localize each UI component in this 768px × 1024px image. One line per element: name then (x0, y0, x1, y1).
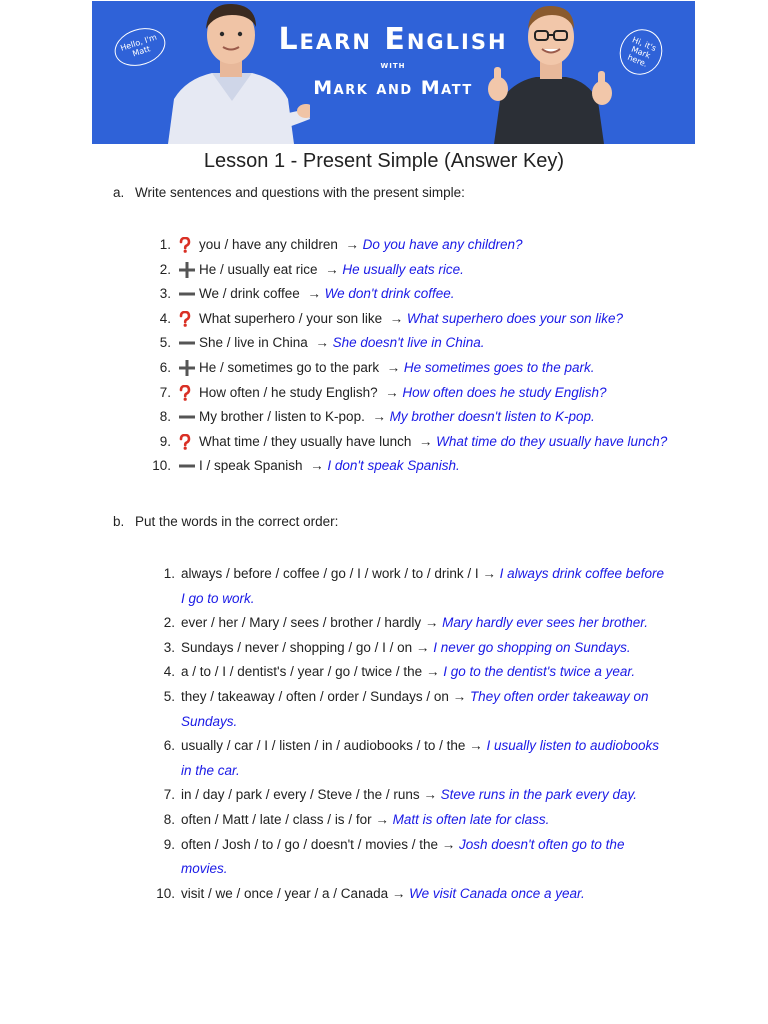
arrow-icon: → (482, 566, 496, 581)
section-a-list (150, 233, 710, 479)
list-item (150, 685, 710, 734)
minus-icon (178, 409, 196, 423)
section-b-letter: b. (113, 514, 125, 529)
item-number: 1. (163, 566, 175, 581)
section-b-list (150, 562, 710, 906)
arrow-icon: → (418, 433, 433, 449)
list-item (150, 808, 710, 833)
list-item (150, 405, 710, 430)
person-right-illustration (480, 1, 620, 144)
item-prompt: always / before / coffee / go / I / work / to / drink / I (181, 566, 479, 581)
item-answer: I usually listen to audiobooks (486, 738, 660, 754)
item-prompt: What superhero / your son like (199, 310, 383, 326)
item-prompt: ever / her / Mary / sees / brother / hardly (181, 615, 422, 631)
question-mark-icon (178, 311, 196, 325)
item-prompt: How often / he study English? (199, 384, 378, 400)
item-prompt: often / Matt / late / class / is / for (181, 811, 372, 827)
item-answer: I always drink coffee before (499, 566, 665, 581)
list-item (150, 454, 710, 479)
item-prompt: He / sometimes go to the park (199, 359, 380, 375)
item-prompt: visit / we / once / year / a / Canada (181, 885, 389, 901)
banner-title: Learn English (278, 22, 508, 57)
item-answer: I never go shopping on Sundays. (433, 639, 631, 655)
item-prompt: We / drink coffee (199, 286, 300, 302)
item-number: 8. (163, 811, 175, 827)
item-answer: I go to the dentist's twice a year. (443, 664, 636, 680)
arrow-icon: → (375, 811, 389, 827)
item-number: 1. (159, 237, 171, 252)
speech-bubble-right-text: Hi, it's Mark here. (626, 34, 658, 69)
item-prompt: they / takeaway / often / order / Sundays / on (181, 688, 449, 704)
item-answer: Matt is often late for class. (392, 811, 550, 827)
arrow-icon: → (441, 836, 456, 852)
minus-icon (178, 335, 196, 349)
list-item (150, 636, 710, 661)
item-number: 9. (163, 836, 175, 852)
item-prompt: usually / car / I / listen / in / audiobooks / to / the (181, 738, 466, 754)
item-prompt: My brother / listen to K-pop. (199, 409, 365, 425)
item-number: 3. (159, 286, 171, 302)
item-answer: We don't drink coffee. (324, 286, 455, 302)
item-answer: Steve runs in the park every day. (440, 787, 638, 803)
item-answer-continued: movies. (181, 861, 228, 877)
item-answer: Do you have any children? (362, 237, 523, 252)
list-item (150, 660, 710, 685)
list-item (150, 783, 710, 808)
item-number: 5. (163, 688, 175, 704)
header-banner (92, 1, 695, 144)
banner-subtitle: Mark and Matt (313, 77, 473, 99)
item-answer: How often does he study English? (402, 384, 607, 400)
item-answer-continued: in the car. (181, 762, 240, 778)
item-prompt: Sundays / never / shopping / go / I / on (181, 639, 413, 655)
lesson-title: Lesson 1 - Present Simple (Answer Key) (203, 150, 565, 172)
item-number: 2. (159, 261, 171, 277)
item-answer: We visit Canada once a year. (409, 885, 585, 901)
item-answer: What superhero does your son like? (406, 310, 623, 326)
minus-icon (178, 286, 196, 300)
item-number: 6. (163, 738, 175, 754)
item-answer: My brother doesn't listen to K-pop. (389, 409, 595, 425)
item-number: 10. (152, 458, 171, 474)
item-prompt: often / Josh / to / go / doesn't / movies / the (181, 836, 438, 852)
list-item (150, 381, 710, 406)
list-item (150, 307, 710, 332)
item-number: 7. (163, 787, 175, 803)
item-number: 6. (159, 359, 171, 375)
list-item (150, 331, 710, 356)
arrow-icon: → (345, 237, 359, 252)
arrow-icon: → (415, 639, 430, 655)
item-number: 4. (163, 664, 175, 680)
item-answer-continued: I go to work. (181, 590, 255, 606)
item-answer: He usually eats rice. (342, 261, 464, 277)
item-number: 2. (163, 615, 175, 631)
arrow-icon: → (310, 458, 324, 474)
item-answer: They often order takeaway on (469, 688, 649, 704)
item-number: 3. (163, 639, 175, 655)
list-item (150, 833, 710, 882)
section-a-heading (113, 185, 465, 200)
item-answer: She doesn't live in China. (332, 335, 485, 351)
item-answer: Mary hardly ever sees her brother. (442, 615, 648, 631)
question-mark-icon (178, 385, 196, 399)
item-number: 8. (159, 409, 171, 425)
arrow-icon: → (307, 286, 321, 302)
item-number: 9. (159, 433, 171, 449)
item-prompt: you / have any children (199, 237, 338, 252)
item-number: 4. (159, 310, 171, 326)
arrow-icon: → (372, 409, 386, 425)
item-answer-continued: Sundays. (181, 713, 238, 729)
plus-icon (178, 360, 196, 374)
list-item (150, 356, 710, 381)
plus-icon (178, 262, 196, 276)
item-prompt: a / to / I / dentist's / year / go / twice / the (181, 664, 423, 680)
item-answer: I don't speak Spanish. (327, 458, 460, 474)
arrow-icon: → (424, 615, 439, 631)
list-item (150, 430, 710, 455)
item-answer: What time do they usually have lunch? (436, 433, 668, 449)
item-number: 10. (156, 885, 175, 901)
item-prompt: What time / they usually have lunch (199, 433, 412, 449)
item-prompt: She / live in China (199, 335, 308, 351)
item-answer: He sometimes goes to the park. (403, 359, 595, 375)
arrow-icon: → (389, 310, 404, 326)
item-answer: Josh doesn't often go to the (459, 836, 625, 852)
item-number: 5. (159, 335, 171, 351)
list-item (150, 734, 710, 783)
list-item (150, 258, 710, 283)
item-prompt: He / usually eat rice (199, 261, 318, 277)
question-mark-icon (178, 434, 196, 448)
list-item (150, 562, 710, 611)
arrow-icon: → (452, 688, 467, 704)
banner-with-label: WITH (380, 62, 406, 70)
list-item (150, 611, 710, 636)
speech-bubble-left-text: Hello, I'm Matt (119, 32, 158, 59)
item-number: 7. (159, 384, 171, 400)
item-prompt: I / speak Spanish (199, 458, 303, 474)
arrow-icon: → (425, 664, 440, 680)
arrow-icon: → (423, 787, 437, 803)
list-item (150, 882, 710, 907)
speech-bubble-right (613, 23, 669, 81)
list-item (150, 233, 710, 258)
section-b-instruction: Put the words in the correct order: (135, 514, 339, 529)
arrow-icon: → (385, 384, 399, 400)
section-b-heading (113, 514, 338, 529)
arrow-icon: → (391, 885, 406, 901)
minus-icon (178, 458, 196, 472)
section-a-instruction: Write sentences and questions with the present simple: (135, 185, 465, 200)
item-prompt: in / day / park / every / Steve / the / runs (181, 787, 420, 803)
list-item (150, 282, 710, 307)
arrow-icon: → (325, 261, 339, 277)
section-a-letter: a. (113, 185, 125, 200)
arrow-icon: → (469, 738, 483, 754)
arrow-icon: → (386, 359, 401, 375)
arrow-icon: → (315, 335, 329, 351)
question-mark-icon (178, 237, 196, 251)
